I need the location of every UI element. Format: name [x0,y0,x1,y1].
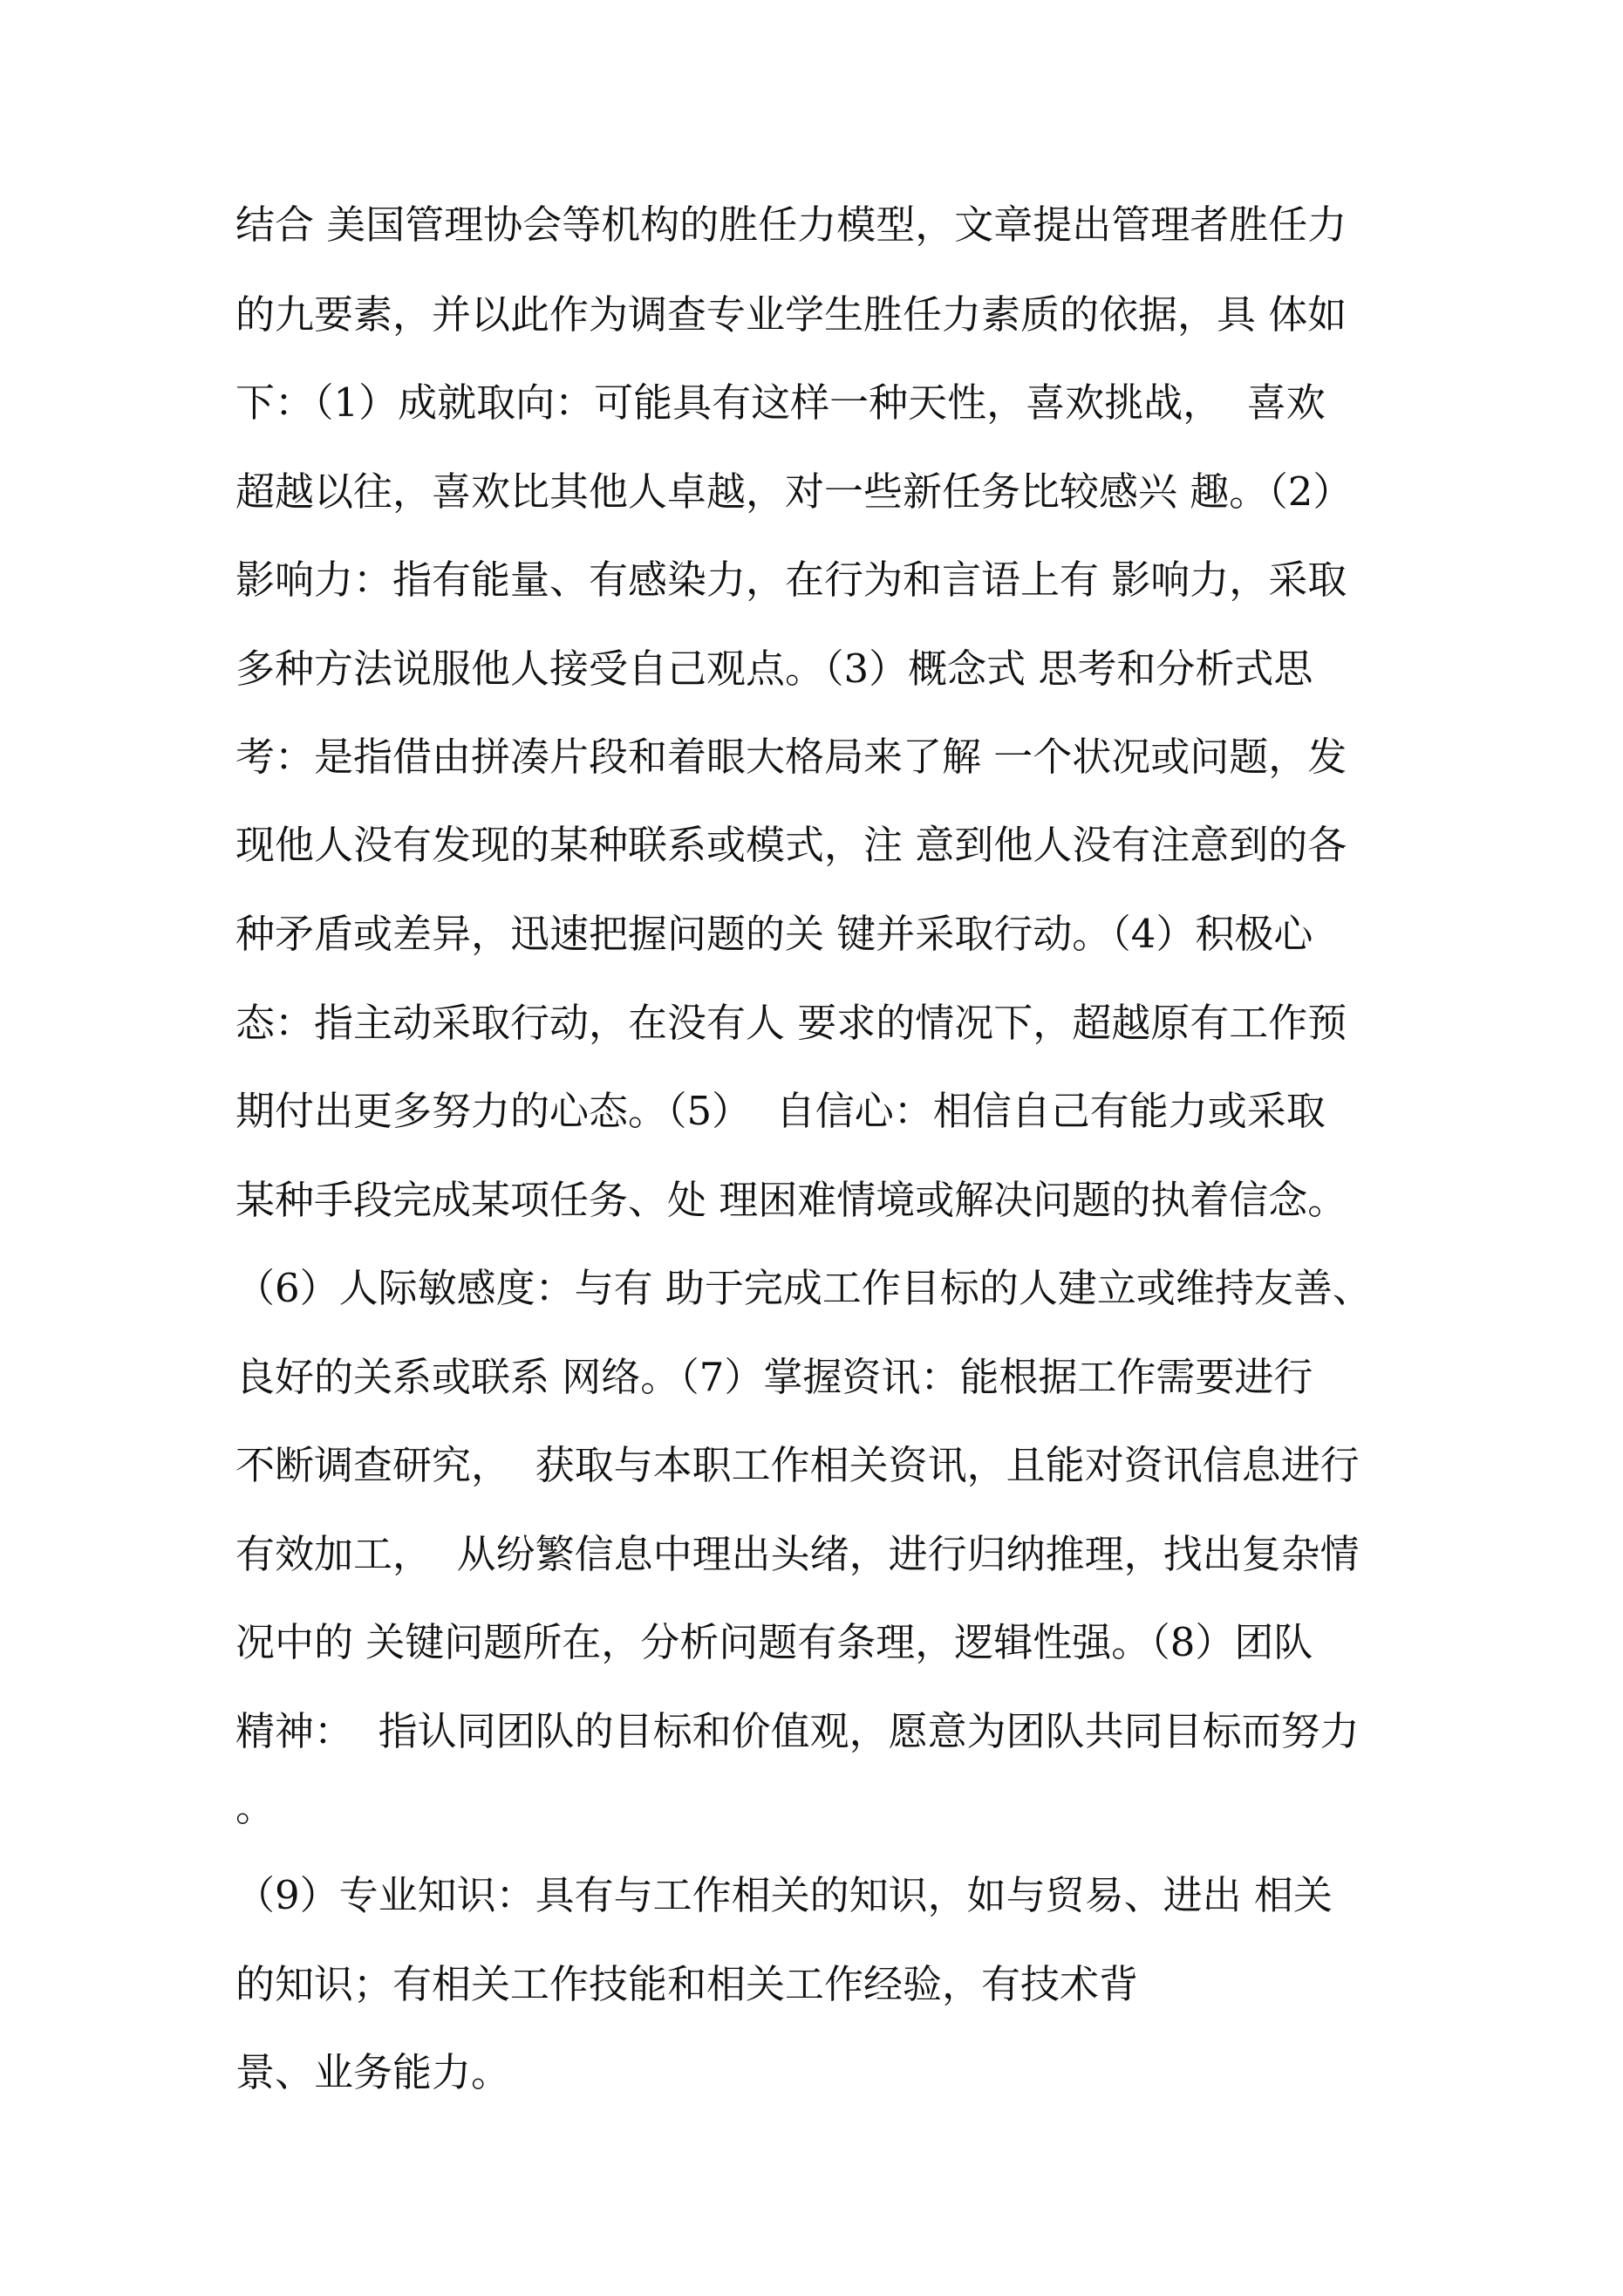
text-line: 良好的关系或联系 网络。（7）掌握资讯：能根据工作需要进行 [235,1354,1313,1400]
text-line: 结合 美国管理协会等机构的胜任力模型，文章提出管理者胜任力 [235,202,1347,248]
text-line: 有效加工， 从纷繁信息中理出头绪，进行归纳推理，找出复杂情 [235,1531,1360,1577]
text-line: 多种方法说服他人接受自己观点。（3）概念式 思考和分析式思 [235,646,1313,692]
text-line: 影响力：指有能量、有感染力，在行为和言语上有 影响力，采取 [235,557,1347,603]
text-line: 期付出更多努力的心态。（5） 自信心：相信自己有能力或采取 [235,1088,1326,1134]
text-line: 态：指主动采取行动，在没有人 要求的情况下，超越原有工作预 [235,1000,1347,1046]
text-line: 景、业务能力。 [235,2049,511,2095]
text-line: 不断调查研究， 获取与本职工作相关资讯，且能对资讯信息进行 [235,1442,1360,1488]
text-line: 种矛盾或差异，迅速把握问题的关 键并采取行动。（4）积极心 [235,911,1313,957]
text-line: 的知识；有相关工作技能和相关工作经验，有技术背 [235,1961,1139,2007]
text-line: 现他人没有发现的某种联系或模式，注 意到他人没有注意到的各 [235,822,1347,868]
text-line: 况中的 关键问题所在，分析问题有条理，逻辑性强。（8）团队 [235,1619,1313,1665]
text-line: 超越以往，喜欢比其他人卓越，对一些新任务比较感兴 趣。（2） [235,468,1353,515]
text-line: 下：（1）成就取向：可能具有这样一种天性，喜欢挑战， 喜欢 [235,379,1326,426]
text-line: 考：是指借由拼凑片段和着眼大格局来了解 一个状况或问题，发 [235,734,1347,780]
text-line: 精神： 指认同团队的目标和价值观，愿意为团队共同目标而努力 [235,1708,1360,1754]
text-line: 某种手段完成某项任务、处 理困难情境或解决问题的执着信念。 [235,1177,1347,1223]
text-line: 的九要素，并以此作为调查专业学生胜任力素质的依据，具 体如 [235,291,1347,338]
text-line: 。 [235,1784,276,1830]
text-line: （9）专业知识：具有与工作相关的知识，如与贸易、进出 相关 [235,1872,1333,1918]
text-line: （6）人际敏感度：与有 助于完成工作目标的人建立或维持友善、 [235,1265,1372,1311]
